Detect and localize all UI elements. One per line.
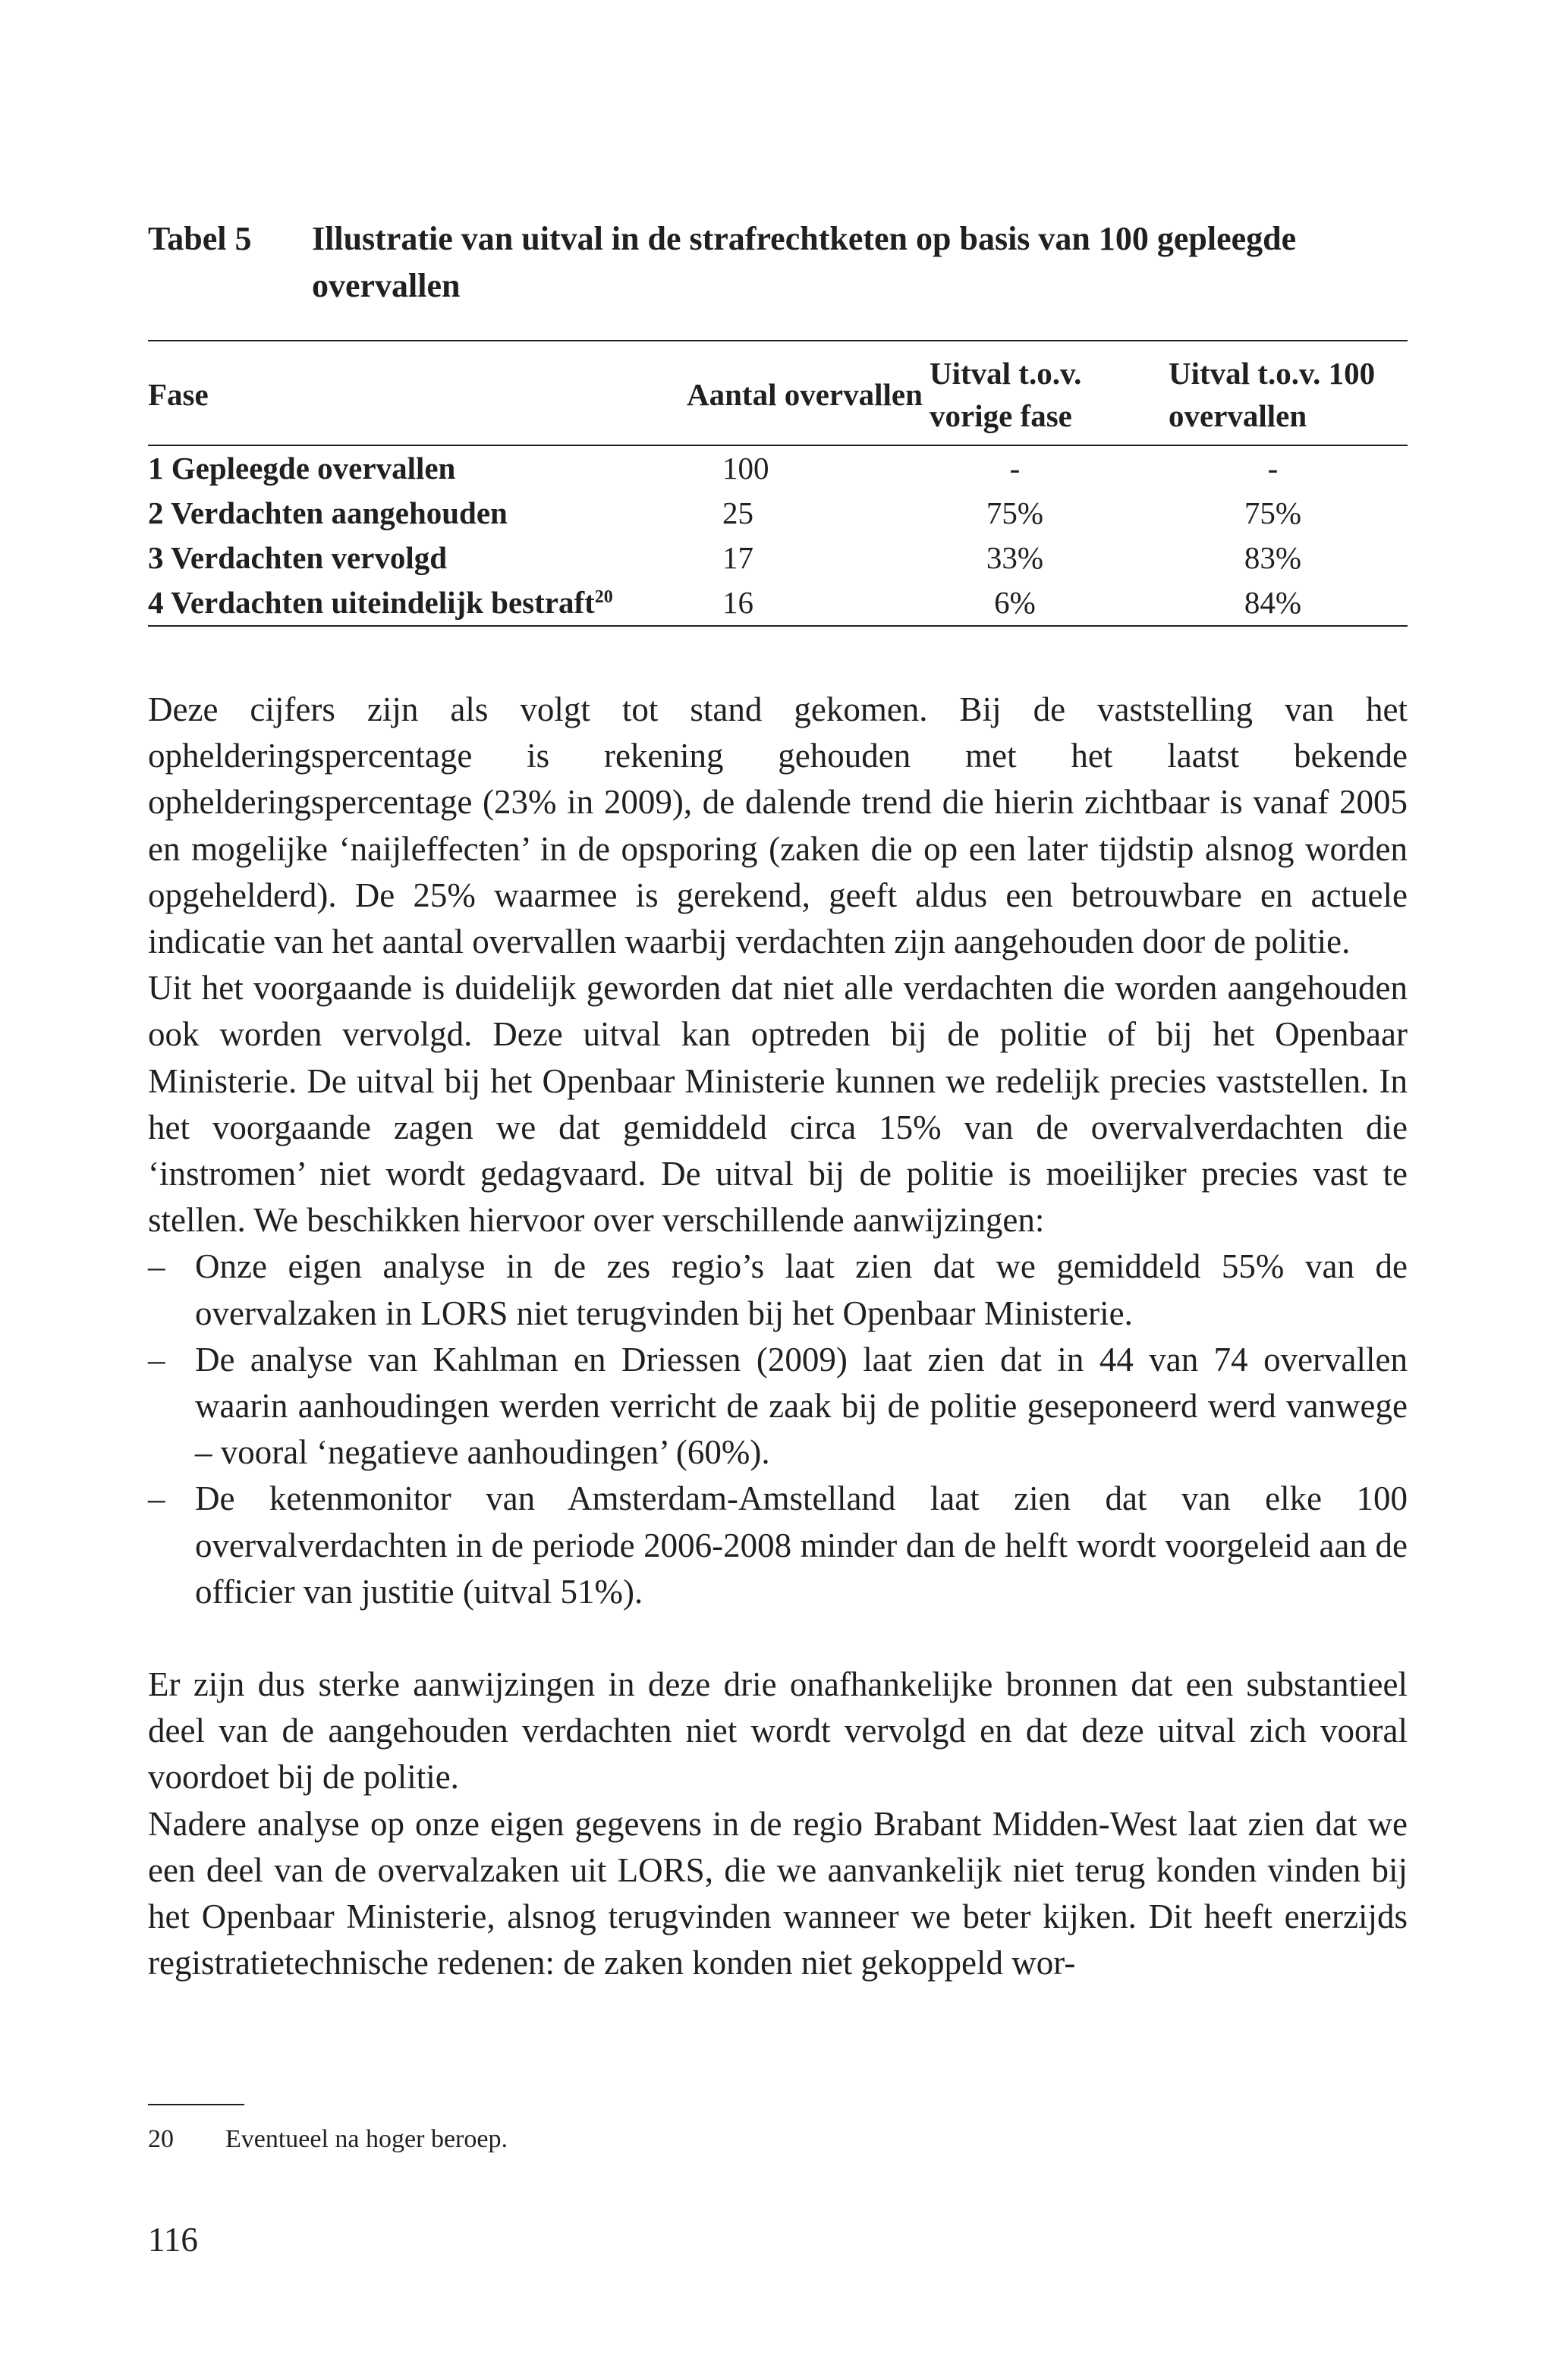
list-item-text: Onze eigen analyse in de zes regio’s laat zien dat we gemiddeld 55% van de overvalzaken in LORS niet terugvinden bij het Openbaar Ministerie.	[195, 1247, 1408, 1332]
header-uitval-vorige: Uitval t.o.v. vorige fase	[930, 341, 1169, 445]
paragraph: Uit het voorgaande is duidelijk geworden dat niet alle verdachten die worden aangehouden ook worden vervolgd. Deze uitval kan optreden bij de politie of bij het Openbaar Ministerie. De uitval bij het Openbaar Ministerie kunnen we redelijk precies vaststellen. In het voorgaande zagen we dat gemiddeld circa 15% van de overvalverdachten die ‘instromen’ niet wordt gedagvaard. De uitval bij de politie is moeilijker precies vast te stellen. We beschikken hiervoor over verschillende aanwijzingen:	[148, 969, 1408, 1240]
table-header-row	[148, 341, 1408, 445]
cell-uitval-vorige: 6%	[930, 580, 1169, 626]
cell-aantal: 100	[722, 451, 769, 486]
bullet-dash: –	[148, 1340, 165, 1379]
footnote-divider	[148, 2104, 244, 2105]
cell-aantal: 17	[722, 540, 753, 575]
list-item	[148, 1243, 1408, 1336]
cell-uitval-100: 75%	[1244, 495, 1302, 530]
list-item-text: De ketenmonitor van Amsterdam-Amstelland laat zien dat van elke 100 overvalverdachten in de periode 2006-2008 minder dan de helft wordt voorgeleid aan de officier van justitie (uitval 51%).	[195, 1479, 1408, 1611]
table-row	[148, 445, 1408, 491]
header-uitval-100: Uitval t.o.v. 100 overvallen	[1169, 341, 1408, 445]
cell-aantal: 25	[722, 495, 753, 530]
paragraph: Nadere analyse op onze eigen gegevens in de regio Brabant Midden-West laat zien dat we een deel van de overvalzaken uit LORS, die we aanvankelijk niet terug konden vinden bij het Openbaar Ministerie, alsnog terugvinden wanneer we beter kijken. Dit heeft enerzijds registratietechnische redenen: de zaken konden niet gekoppeld wor-	[148, 1804, 1408, 1982]
cell-fase: 3 Verdachten vervolgd	[148, 540, 448, 575]
table-caption-title: Illustratie van uitval in de strafrechtketen op basis van 100 gepleegde overvallen	[312, 220, 1297, 304]
cell-aantal: 16	[687, 580, 930, 626]
table-row	[148, 580, 1408, 626]
document-page	[148, 0, 1408, 2380]
footnote-ref: 20	[594, 587, 613, 607]
cell-uitval-vorige: 33%	[986, 540, 1044, 575]
list-item-text: De analyse van Kahlman en Driessen (2009) laat zien dat in 44 van 74 overvallen waarin aanhoudingen werden verricht de zaak bij de politie geseponeerd werd vanwege – vooral ‘negatieve aanhoudingen’ (60%).	[195, 1340, 1408, 1472]
cell-uitval-100: 83%	[1244, 540, 1302, 575]
cell-uitval-100: -	[1267, 451, 1279, 486]
header-aantal: Aantal overvallen	[687, 341, 930, 445]
footnote-text: Eventueel na hoger beroep.	[225, 2125, 508, 2153]
bullet-dash: –	[148, 1247, 165, 1286]
table-row	[148, 491, 1408, 536]
body-text	[148, 687, 1408, 1986]
list-item	[148, 1476, 1408, 1615]
cell-uitval-vorige: -	[1009, 451, 1021, 486]
cell-fase: 2 Verdachten aangehouden	[148, 495, 508, 530]
cell-uitval-vorige: 75%	[986, 495, 1044, 530]
cell-fase: 4 Verdachten uiteindelijk bestraft$^{20}$	[148, 580, 687, 626]
paragraph: Deze cijfers zijn als volgt tot stand gekomen. Bij de vaststelling van het ophelderingspercentage is rekening gehouden met het laatst bekende ophelderingspercentage (23% in 2009), de dalende trend die hierin zichtbaar is vanaf 2005 en mogelijke ‘naijleffecten’ in de opsporing (zaken die op een later tijdstip alsnog worden opgehelderd). De 25% waarmee is gerekend, geeft aldus een betrouwbare en actuele indicatie van het aantal overvallen waarbij verdachten zijn aangehouden door de politie.	[148, 690, 1408, 961]
cell-uitval-100: 84%	[1169, 580, 1408, 626]
page-number: 116	[148, 2221, 198, 2259]
list-item	[148, 1337, 1408, 1476]
bullet-dash: –	[148, 1479, 165, 1518]
bullet-list	[148, 1243, 1408, 1615]
uitval-table	[148, 340, 1408, 627]
table-row	[148, 536, 1408, 580]
footnote-number: 20	[148, 2125, 174, 2153]
header-fase: Fase	[148, 341, 687, 445]
cell-fase: 1 Gepleegde overvallen	[148, 451, 456, 486]
table-caption-label: Tabel 5	[148, 220, 252, 257]
paragraph: Er zijn dus sterke aanwijzingen in deze drie onafhankelijke bronnen dat een substantieel deel van de aangehouden verdachten niet wordt vervolgd en dat deze uitval zich vooral voordoet bij de politie.	[148, 1665, 1408, 1797]
